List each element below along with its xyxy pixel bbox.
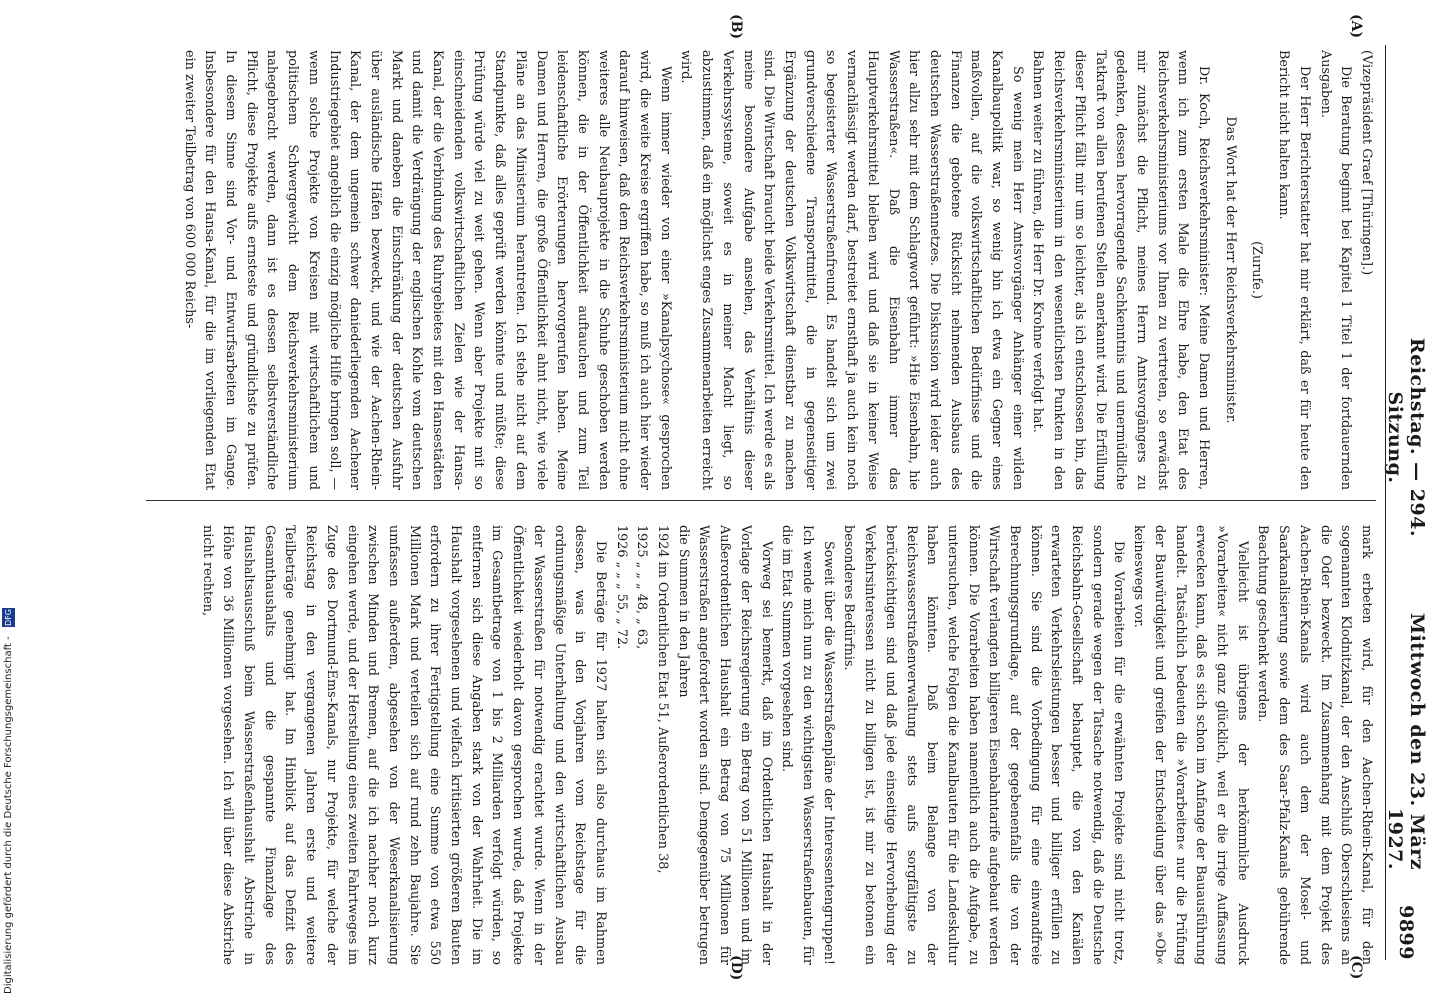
budget-row: 1925 „ „ „ 48, „ 63, [634,525,650,650]
speaker-note: (Vizepräsident Graef [Thüringen].) [1359,50,1374,276]
margin-marker-d: (D) [728,955,744,981]
budget-row: 1924 im Ordentlichen Etat 51, Außerordentlichen 38, [655,525,671,874]
margin-marker-b: (B) [728,14,744,40]
text-column-right [136,525,1376,965]
page-date: Mittwoch den 23. März 1927. [1384,613,1428,870]
digitization-credit [2,4,20,994]
newspaper-page [100,0,1434,1000]
budget-row: 1926 „ „ „ 55, „ 72. [613,525,629,650]
paragraph: Soweit über die Wasserstraßenpläne der Interessentengruppen! Ich wende mich nun zu den wichtigsten Wasserstraßenbauten, für die im Etat Summen vorgesehen sind. [779,525,836,965]
page-title: Reichstag. — 294. Sitzung. [1384,337,1428,538]
paragraph: So wenig mein Herr Amtsvorgänger Anhänger einer wilden Kanalbaupolitik war, so wenig bin ich etwa ein Gegner eines maßvollen, auf die volkswirtschaftlichen Bedürfnisse und die Finanzen die gebotene Rücksicht nehmenden Ausbaus des deutschen Wasserstraßennetzes. Die Diskussion wird leider auch hier allzu sehr mit dem Schlagwort geführt: »Hie Eisenbahn, hie Wasserstraßen«. Daß die Eisenbahn immer das Hauptverkehrsmittel bleiben wird und daß sie in keiner Weise vernachlässigt werden darf, bestreitet ernsthaft ja auch kein noch so begeisterter Wasserstraßenfreund. Es handelt sich um zwei grundverschiedene Transportmittel, die in gegenseitiger Ergänzung der deutschen Volkswirtschaft dienstbar zu machen sind. Die Wirtschaft braucht beide Verkehrsmittel. Ich werde es als meine besondere Aufgabe ansehen, das Verhältnis dieser Verkehrssysteme, soweit es in meiner Macht liegt, so abzustimmen, daß ein möglichst enges Zusammenarbeiten erreicht wird. [678,50,1025,490]
margin-marker-c: (C) [1348,955,1364,980]
paragraph: mark erbeten wird, für den Aachen-Rhein-Kanal, für den sogenannten Klodnitzkanal, der den Anschluß Oberschlesiens an die Oder bezweckt. Im Zusammenhang mit dem Projekt des Aachen-Rhein-Kanals wird auch dem der Mosel- und Saarkanalisierung sowie dem des Saar-Pfalz-Kanals gebührende Beachtung geschenkt werden. [1255,525,1374,965]
paragraph: Vielleicht ist übrigens der herkömmliche Ausdruck »Vorarbeiten« nicht ganz glücklich, weil er die irrige Auffassung erwecken kann, daß es sich schon im Anfange der Bauausführung handelt. Tatsächlich bedeuten die »Vorarbeiten« nur die Prüfung der Bauwürdigkeit und greifen der Entscheidung über das »Ob« keineswegs vor. [1131,525,1250,965]
paragraph: Der Herr Berichterstatter hat mir erklärt, daß er für heute den Bericht nicht halten kann. [1276,50,1312,490]
column-divider [146,500,1376,501]
paragraph: Dr. Koch, Reichsverkehrsminister: Meine Damen und Herren, wenn ich zum ersten Male die Ehre habe, den Etat des Reichsverkehrsministeriums vor Ihnen zu vertreten, so erwächst mir zunächst die Pflicht, meines Herrn Amtsvorgängers zu gedenken, dessen hervorragende Sachkenntnis und unermüdliche Tatkraft von allen berufenen Stellen anerkannt wird. Die Erfüllung dieser Pflicht fällt mir um so leichter, als ich entschlossen bin, das Reichsverkehrsministerium in den wesentlichsten Punkten in den Bahnen weiter zu führen, die Herr Dr. Krohne verfolgt hat. [1030,50,1212,490]
interjection: (Zurufe.) [1249,241,1265,299]
text-column-left [136,50,1376,490]
paragraph: Die Beträge für 1927 halten sich also durchaus im Rahmen dessen, was in den Vorjahren vom Reichstage für die ordnungsmäßige Unterhaltung und den wirtschaftlichen Ausbau der Wasserstraßen für notwendig erachtet wurde. Wenn in der Öffentlichkeit wiederholt davon gesprochen wurde, daß Projekte im Gesamtbetrage von 1 bis 2 Milliarden verfolgt würden, so entfernen sich diese Angaben stark von der Wahrheit. Die im Haushalt vorgesehenen und vielfach kritisierten größeren Bauten erfordern zu ihrer Fertigstellung eine Summe von etwa 550 Millionen Mark und verteilen sich auf rund zehn Baujahre. Sie umfassen außerdem, abgesehen von der Weserkanalisierung zwischen Minden und Bremen, auf die ich nachher noch kurz eingehen werde, und der Herstellung eines zweiten Fahrtweges im Zuge des Dortmund-Ems-Kanals, nur Projekte, für welche der Reichstag in den vergangenen Jahren erste und weitere Teilbeträge genehmigt hat. Im Hinblick auf das Defizit des Gesamthaushalts und die gespannte Finanzlage des Haushaltsausschuß beim Wasserstraßenhaushalt Abstriche in Höhe von 36 Millionen vorgesehen. Ich will über diese Abstriche nicht rechten, [199,525,608,965]
dfg-logo: DFG [4,609,13,627]
page-number: 9899 [1395,905,1417,960]
paragraph: Die Beratung beginnt bei Kapitel 1 Titel 1 der fortdauernden Ausgaben. [1317,50,1354,490]
page-header [1385,45,1426,960]
credit-text: Digitalisierung gefördert durch die Deutsche Forschungsgemeinschaft - [3,636,14,994]
paragraph: Vorweg sei bemerkt, daß im Ordentlichen Haushalt in der Vorlage der Reichsregierung ein Betrag von 51 Millionen und im Außerordentlichen Haushalt ein Betrag von 75 Millionen für Wasserstraßen angefordert worden sind. Demgegenüber betrugen die Summen in den Jahren [675,525,774,965]
paragraph: Die Vorarbeiten für die erwähnten Projekte sind nicht trotz, sondern gerade wegen der Tatsache notwendig, daß die Deutsche Reichsbahn-Gesellschaft behauptet, die von den Kanälen erwarteten Verkehrsleistungen besser und billiger erfüllen zu können. Sie sind die Vorbedingung für eine einwandfreie Berechnungsgrundlage, auf der gegebenenfalls die von der Wirtschaft verlangten billigeren Eisenbahntarife aufgebaut werden können. Die Vorarbeiten haben namentlich auch die Aufgabe, zu untersuchen, welche Folgen die Kanalbauten für die Landeskultur haben könnten. Daß beim Belange von der Reichswasserstraßenverwaltung stets aufs sorgfältigste zu berücksichtigen sind und daß jede einseitige Hervorhebung der Verkehrsinteressen nicht zu billigen ist, ist mir zu betonen ein besonderes Bedürfnis. [841,525,1126,965]
floor-given: Das Wort hat der Herr Reichsverkehrsminister. [1222,116,1238,424]
margin-marker-a: (A) [1348,14,1364,39]
paragraph: Wenn immer wieder von einer »Kanalpsychose« gesprochen wird, die weite Kreise ergriffen habe, so muß ich auch hier wieder darauf hinweisen, daß dem Reichsverkehrsministerium nicht ohne weiteres alle Neubauprojekte in die Schuhe geschoben werden können, die in der Öffentlichkeit auftauchen und zum Teil leidenschaftliche Erörterungen hervorgerufen haben. Meine Damen und Herren, die große Öffentlichkeit ahnt nicht, wie viele Pläne an das Ministerium herantreten. Ich stehe nicht auf dem Standpunkte, daß alles geprüft werden könnte und müßte; diese Prüfung würde viel zu weit gehen. Wenn aber Projekte mit so einschneidenden volkswirtschaftlichen Zielen wie der Hansa-Kanal, der die Verbindung des Ruhrgebietes mit den Hansestädten und damit die Verdrängung der englischen Kohle vom deutschen Markt und daneben die Einschränkung der deutschen Ausfuhr über ausländische Häfen bezweckt, und wie der Aachen-Rhein-Kanal, der dem ungemein schwer daniederliegenden Aachener Industriegebiet angeblich die einzig mögliche Hilfe bringen soll, — wenn solche Projekte von Kreisen mit wirtschaftlichem und politischem Schwergewicht dem Reichsverkehrsministerium nahegebracht werden, dann ist es dessen selbstverständliche Pflicht, diese Projekte aufs ernsteste und gründlichste zu prüfen. In diesem Sinne sind Vor- und Entwurfsarbeiten im Gange. Insbesondere für den Hansa-Kanal, für die im vorliegenden Etat ein zweiter Teilbetrag von 600 000 Reichs- [181,50,673,490]
